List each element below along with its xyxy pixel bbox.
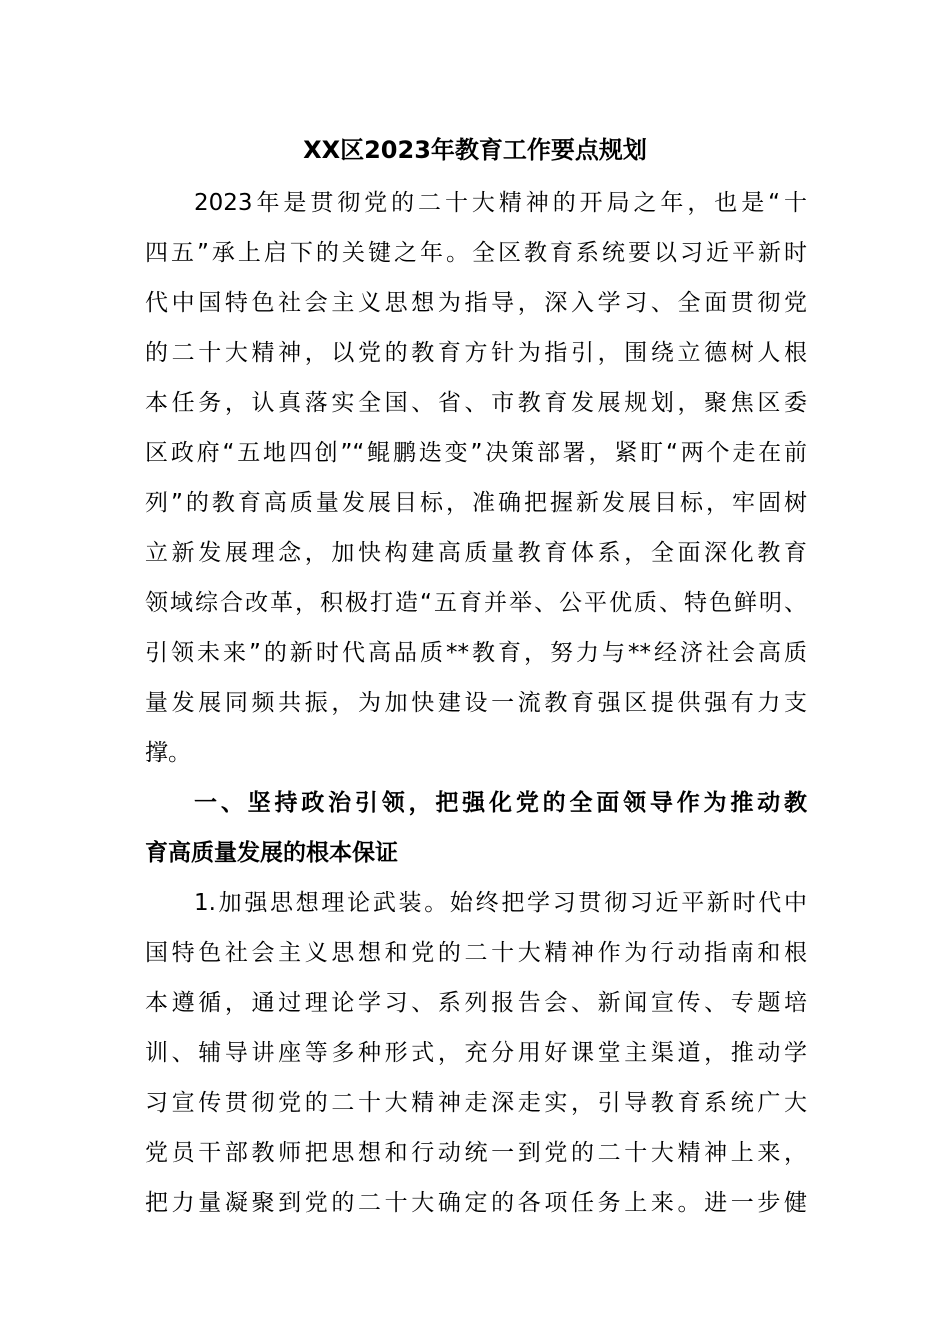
text-line: 党员干部教师把思想和行动统一到党的二十大精神上来， [145,1140,807,1166]
text-line: 本遵循，通过理论学习、系列报告会、新闻宣传、专题培 [145,990,807,1016]
text-line: 的二十大精神，以党的教育方针为指引，围绕立德树人根 [145,340,807,366]
text-line: 领域综合改革，积极打造“五育并举、公平优质、特色鲜明、 [145,590,807,616]
text-line: 训、辅导讲座等多种形式，充分用好课堂主渠道，推动学 [145,1040,807,1066]
intro-paragraph [145,178,807,778]
text-line: 习宣传贯彻党的二十大精神走深走实，引导教育系统广大 [145,1090,807,1116]
document-title: XX区2023年教育工作要点规划 [303,136,647,164]
text-line: 引领未来”的新时代高品质**教育，努力与**经济社会高质 [145,640,807,666]
text-line: 把力量凝聚到党的二十大确定的各项任务上来。进一步健 [145,1190,807,1216]
text-line: 四五”承上启下的关键之年。全区教育系统要以习近平新时 [145,240,807,266]
text-line: 国特色社会主义思想和党的二十大精神作为行动指南和根 [145,940,807,966]
text-line: 本任务，认真落实全国、省、市教育发展规划，聚焦区委 [145,390,807,416]
text-line: 撑。 [145,740,191,766]
text-line: 量发展同频共振，为加快建设一流教育强区提供强有力支 [145,690,807,716]
text-line: 1.加强思想理论武装。始终把学习贯彻习近平新时代中 [194,890,807,916]
section-heading [145,778,807,878]
text-line: 区政府“五地四创”“鲲鹏迭变”决策部署，紧盯“两个走在前 [145,440,807,466]
document-body [145,178,807,1228]
heading-line: 育高质量发展的根本保证 [145,840,398,866]
text-line: 代中国特色社会主义思想为指导，深入学习、全面贯彻党 [145,290,807,316]
text-line: 列”的教育高质量发展目标，准确把握新发展目标，牢固树 [145,490,807,516]
item-paragraph [145,878,807,1228]
text-line: 立新发展理念，加快构建高质量教育体系，全面深化教育 [145,540,807,566]
text-line: 2023年是贯彻党的二十大精神的开局之年，也是“十 [194,190,807,216]
heading-line: 一、坚持政治引领，把强化党的全面领导作为推动教 [194,790,807,816]
